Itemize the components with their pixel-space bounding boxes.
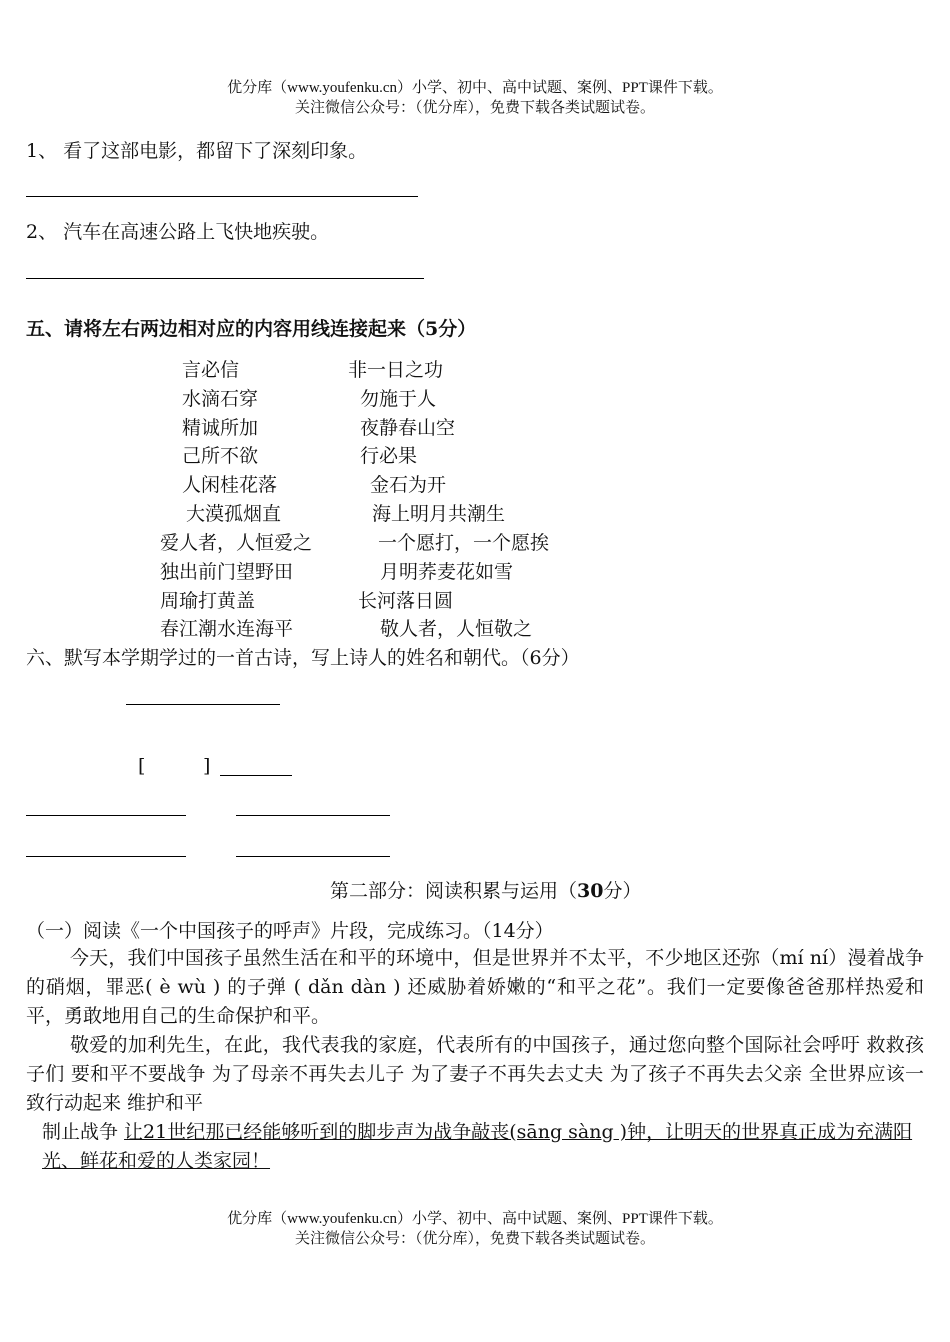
footer-line-1: 优分库（www.youfenku.cn）小学、初中、高中试题、案例、PPT课件下载。 xyxy=(227,1211,723,1227)
part-2-score: 30 xyxy=(577,880,604,902)
reading-plain-text: 制止战争 xyxy=(42,1121,125,1143)
poem-title-line[interactable] xyxy=(126,704,280,705)
footer-line-2: 关注微信公众号：（优分库），免费下载各类试题试卷。 xyxy=(294,1231,655,1247)
match-left-item[interactable]: 己所不欲 xyxy=(182,445,259,467)
section-5-title: 五、请将左右两边相对应的内容用线连接起来（5分） xyxy=(26,318,477,340)
answer-line-1[interactable] xyxy=(26,196,418,197)
match-right-item[interactable]: 一个愿打，一个愿挨 xyxy=(378,532,550,554)
poem-line-3[interactable] xyxy=(26,856,186,857)
poet-name-line[interactable] xyxy=(220,775,292,776)
reading-paragraph-2: 敬爱的加利先生，在此，我代表我的家庭，代表所有的中国孩子，通过您向整个国际社会呼吁 救救孩子们 要和平不要战争 为了母亲不再失去儿子 为了妻子不再失去丈夫 为了孩子不再失去父亲 全世界应该一致行动起来 维护和平 xyxy=(26,1034,924,1114)
poem-line-4[interactable] xyxy=(236,856,390,857)
reading-heading: （一）阅读《一个中国孩子的呼声》片段，完成练习。（14分） xyxy=(26,920,554,942)
match-left-item[interactable]: 水滴石穿 xyxy=(182,388,259,410)
section-6-title: 六、默写本学期学过的一首古诗，写上诗人的姓名和朝代。（6分） xyxy=(26,647,580,669)
match-right-item[interactable]: 月明荞麦花如雪 xyxy=(380,561,514,583)
match-left-item[interactable]: 春江潮水连海平 xyxy=(160,618,294,640)
reading-paragraph-1: 今天，我们中国孩子虽然生活在和平的环境中，但是世界并不太平，不少地区还弥（mí ní）漫着战争的硝烟，罪恶( è wù ) 的子弹 ( dǎn dàn ) 还威胁着娇嫩的“和平之花”。我们一定要像爸爸那样热爱和平，勇敢地用自己的生命保护和平。 xyxy=(26,947,924,1027)
bracket-left: [ xyxy=(138,755,146,777)
match-left-item[interactable]: 独出前门望野田 xyxy=(160,561,294,583)
match-left-item[interactable]: 周瑜打黄盖 xyxy=(160,590,256,612)
poem-line-2[interactable] xyxy=(236,815,390,816)
match-left-item[interactable]: 精诚所加 xyxy=(182,417,259,439)
match-right-item[interactable]: 行必果 xyxy=(360,445,418,467)
match-right-item[interactable]: 海上明月共潮生 xyxy=(372,503,506,525)
match-right-item[interactable]: 勿施于人 xyxy=(360,388,437,410)
reading-paragraph-3 xyxy=(26,1118,924,1176)
poem-line-1[interactable] xyxy=(26,815,186,816)
match-right-item[interactable]: 长河落日圆 xyxy=(358,590,454,612)
part-2-title: 第二部分：阅读积累与运用（30分） xyxy=(330,880,642,902)
underlined-sentence: 让21世纪那已经能够听到的脚步声为战争敲丧(sāng sàng )钟，让明天的世界真正成为充满阳光、鲜花和爱的人类家园！ xyxy=(42,1121,913,1172)
match-right-item[interactable]: 敬人者，人恒敬之 xyxy=(380,618,533,640)
match-right-item[interactable]: 夜静春山空 xyxy=(360,417,456,439)
match-right-item[interactable]: 非一日之功 xyxy=(348,359,444,381)
match-right-item[interactable]: 金石为开 xyxy=(370,474,447,496)
match-left-item[interactable]: 爱人者，人恒爱之 xyxy=(160,532,313,554)
header-line-2: 关注微信公众号：（优分库），免费下载各类试题试卷。 xyxy=(294,100,655,116)
answer-line-2[interactable] xyxy=(26,278,424,279)
header-line-1: 优分库（www.youfenku.cn）小学、初中、高中试题、案例、PPT课件下载。 xyxy=(227,80,723,96)
match-left-item[interactable]: 大漠孤烟直 xyxy=(186,503,282,525)
match-left-item[interactable]: 言必信 xyxy=(182,359,240,381)
match-left-item[interactable]: 人闲桂花落 xyxy=(182,474,278,496)
question-2: 2、 汽车在高速公路上飞快地疾驶。 xyxy=(26,221,330,243)
question-1: 1、 看了这部电影，都留下了深刻印象。 xyxy=(26,140,368,162)
bracket-right: ] xyxy=(203,755,211,777)
